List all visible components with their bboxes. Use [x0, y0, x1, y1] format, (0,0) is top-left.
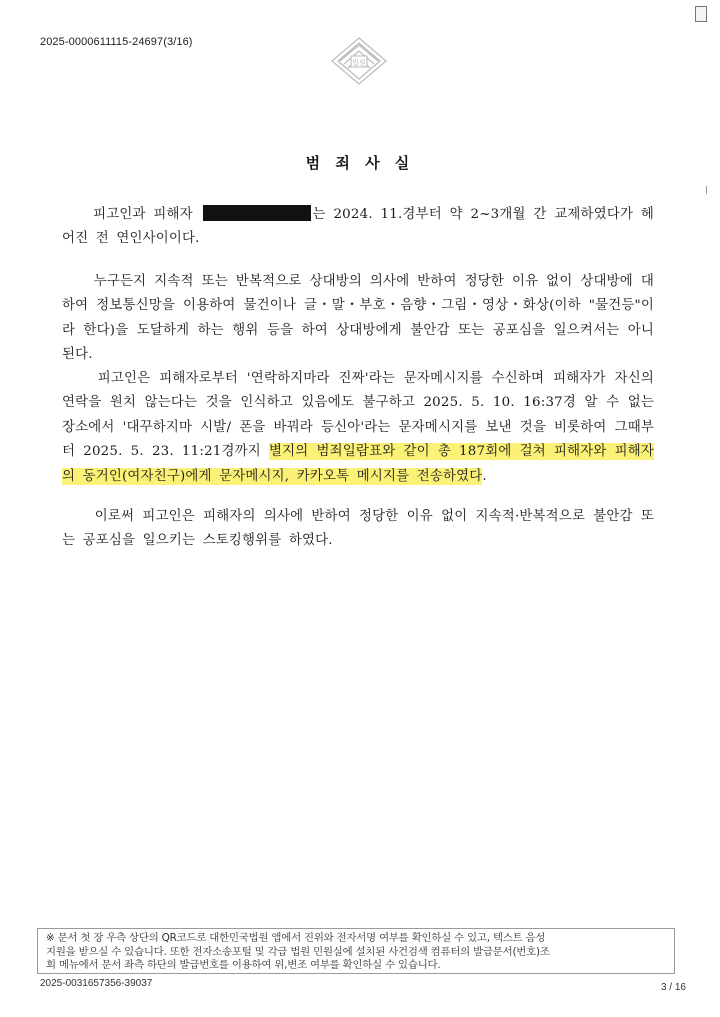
paragraph-text: .	[482, 468, 487, 484]
paragraph-relationship	[62, 203, 654, 252]
scan-edge-mark	[706, 186, 707, 194]
scan-corner-mark	[695, 6, 707, 22]
seal-text: 법원	[352, 59, 366, 67]
notice-line: ※ 문서 첫 장 우측 상단의 QR코드로 대한민국법원 앱에서 진위와 전자서명 여부를 확인하실 수 있고, 텍스트 음성	[46, 932, 546, 944]
paragraph-text: 누구든지 지속적 또는 반복적으로 상대방의 의사에 반하여 정당한 이유 없이 상대방에 대하여 정보통신망을 이용하여 물건이나 글・말・부호・음향・그림・영상・화상(이하 "물건등"이라 한다)을 도달하게 하는 행위 등을 하여 상대방에게 불안감 또는 공포심을 일으켜서는 아니 된다.	[62, 274, 655, 363]
verification-notice-box	[37, 928, 675, 974]
notice-line: 지원을 받으실 수 있습니다. 또한 전자소송포털 및 각급 법원 민원실에 설치된 사건검색 컴퓨터의 발급문서(번호)조	[46, 945, 550, 958]
paragraph-text: 는 2024. 11.경부터 약 2~3개월 간 교제하였다가 헤어진 전 연인사이이다.	[62, 207, 654, 247]
paragraph-text: 피고인은 피해자로부터 '연락하지마라 진짜'라는 문자메시지를 수신하며 피해자가 자신의 연락을 원치 않는다는 것을 인식하고 있음에도 불구하고 2025. 5. 10. 16:37경 알 수 없는 장소에서 '대꾸하지마 시발/ 폰을 바꿔라 등신아'라는 문자메시지를 보낸 것을 비롯하여 그때부터 2025. 5. 23. 11:21경까지	[62, 371, 654, 460]
paragraph-text: 피고인과 피해자	[93, 207, 201, 222]
court-seal-emblem	[330, 36, 388, 86]
paragraph-facts	[62, 367, 654, 489]
page-number: 3 / 16	[660, 982, 686, 993]
section-title: 범 죄 사 실	[305, 154, 415, 172]
redacted-name-block	[203, 205, 311, 221]
issue-number: 2025-0031657356-39037	[40, 978, 153, 989]
paragraph-text: 이로써 피고인은 피해자의 의사에 반하여 정당한 이유 없이 지속적·반복적으로 불안감 또는 공포심을 일으키는 스토킹행위를 하였다.	[62, 509, 654, 549]
paragraph-legal-prohibition	[62, 270, 654, 368]
paragraph-conclusion	[62, 505, 654, 554]
notice-line: 회 메뉴에서 문서 좌측 하단의 발급번호를 이용하여 위,변조 여부를 확인하실 수 있습니다.	[46, 959, 441, 971]
highlighted-text: 별지의 범죄일람표와 같이 총 187회에 걸쳐 피해자와 피해자의 동거인(여자친구)에게 문자메시지, 카카오톡 메시지를 전송하였다	[62, 444, 654, 484]
document-number: 2025-0000611115-24697(3/16)	[40, 36, 193, 48]
